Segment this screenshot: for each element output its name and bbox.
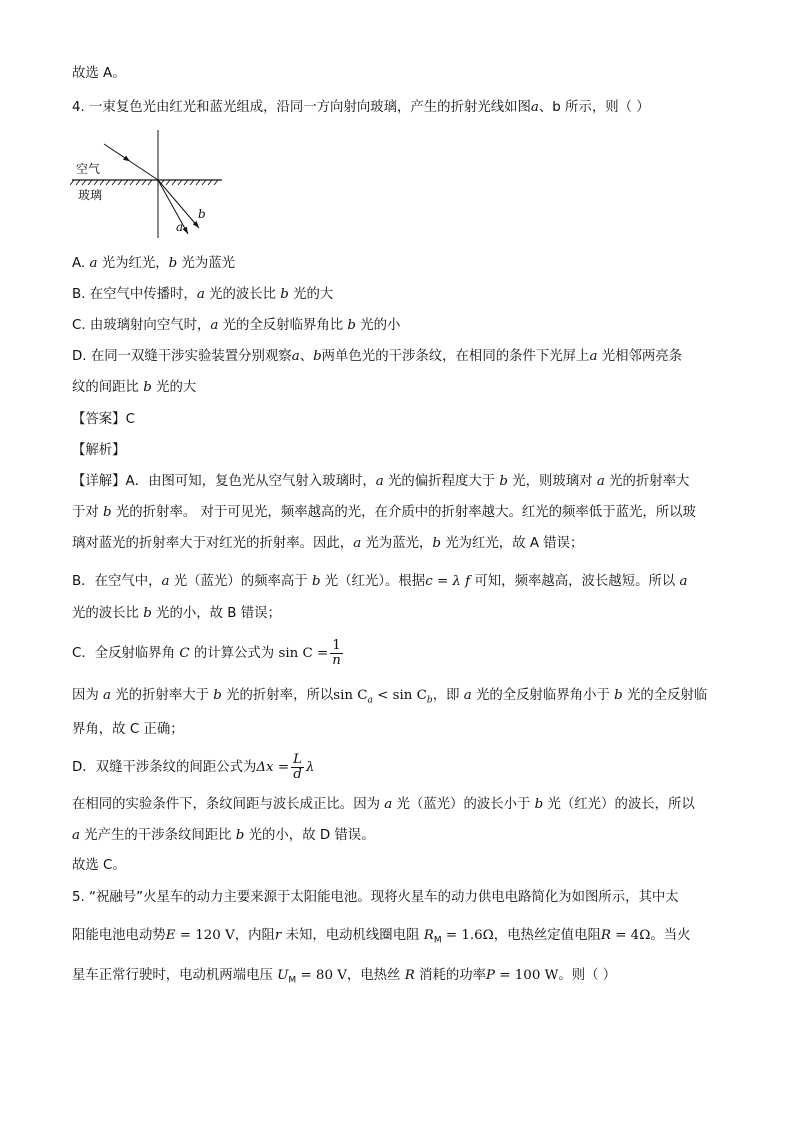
refraction-diagram xyxy=(70,130,230,242)
incident-ray xyxy=(104,144,158,180)
detail-c-line-3: 界角，故 C 正确； xyxy=(72,722,184,737)
question-5-line-1: 5. “祝融号”火星车的动力主要来源于太阳能电池。现将火星车的动力供电电路简化为如图所示，其中太 xyxy=(72,890,679,905)
fraction-l-over-d: $\frac{L}{d}$ xyxy=(293,751,302,782)
option-b: B. 在空气中传播时，a 光的波长比 b 光的大 xyxy=(72,287,334,302)
conclusion-line: 故选 C。 xyxy=(72,858,126,873)
detail-c-formula-line: C．全反射临界角 C 的计算公式为 sin C = $\frac{1}{n}$ xyxy=(72,637,341,668)
analysis-heading: 【解析】 xyxy=(72,443,126,458)
glass-label: 玻璃 xyxy=(78,188,103,202)
question-4-stem: 4. 一束复色光由红光和蓝光组成，沿同一方向射向玻璃，产生的折射光线如图a、b 所示，则（ ） xyxy=(72,100,650,115)
detail-c-line-2: 因为 a 光的折射率大于 b 光的折射率，所以$\sin C_a < \sin C_b$，即 a 光的全反射临界角小于 b 光的全反射临 xyxy=(72,688,708,706)
detail-b-line-2: 光的波长比 b 光的小，故 B 错误； xyxy=(72,606,281,621)
detail-d-line-2: 在相同的实验条件下，条纹间距与波长成正比。因为 a 光（蓝光）的波长小于 b 光（红光）的波长，所以 xyxy=(72,797,695,812)
text-line: 故选 A。 xyxy=(72,66,126,81)
detail-line-3: 璃对蓝光的折射率大于对红光的折射率。因此，a 光为蓝光，b 光为红光，故 A 错误； xyxy=(72,536,584,551)
detail-d-formula-line: D．双缝干涉条纹的间距公式为Δx = $\frac{L}{d}$ λ xyxy=(72,751,315,782)
air-label: 空气 xyxy=(76,162,101,176)
refraction-diagram-svg xyxy=(70,130,230,242)
question-5-line-3: 星车正常行驶时，电动机两端电压 $U_M = 80$ V，电热丝 R 消耗的功率P = 100 W。则（ ） xyxy=(72,968,617,986)
ray-b-label: b xyxy=(198,207,206,221)
detail-line-1: 【详解】A．由图可知，复色光从空气射入玻璃时，a 光的偏折程度大于 b 光，则玻璃对 a 光的折射率大 xyxy=(72,474,690,489)
option-d-continued: 纹的间距比 b 光的大 xyxy=(72,380,197,395)
fraction-1-over-n: $\frac{1}{n}$ xyxy=(332,637,341,668)
incident-arrowhead xyxy=(123,156,130,162)
refracted-ray-a xyxy=(158,180,188,234)
detail-d-line-3: a 光产生的干涉条纹间距比 b 光的小，故 D 错误。 xyxy=(72,828,375,843)
detail-line-2: 于对 b 光的折射率。 对于可见光，频率越高的光，在介质中的折射率越大。红光的频率低于蓝光，所以玻 xyxy=(72,505,696,520)
ray-a-arrowhead xyxy=(183,227,189,234)
option-d: D. 在同一双缝干涉实验装置分别观察a、b两单色光的干涉条纹，在相同的条件下光屏上a 光相邻两亮条 xyxy=(72,349,683,364)
option-a: A. a 光为红光，b 光为蓝光 xyxy=(72,256,236,271)
glass-hatching xyxy=(70,180,218,185)
option-c: C. 由玻璃射向空气时，a 光的全反射临界角比 b 光的小 xyxy=(72,318,401,333)
ray-a-label: a xyxy=(176,220,184,234)
question-5-line-2: 阳能电池电动势E = 120 V，内阻r 未知，电动机线圈电阻 $R_M = 1.6\Omega$，电热丝定值电阻R = 4Ω。当火 xyxy=(72,928,691,946)
answer-line: 【答案】C xyxy=(72,412,135,427)
detail-b-line-1: B．在空气中，a 光（蓝光）的频率高于 b 光（红光）。根据c = λ f 可知，频率越高，波长越短。所以 a xyxy=(72,574,688,589)
